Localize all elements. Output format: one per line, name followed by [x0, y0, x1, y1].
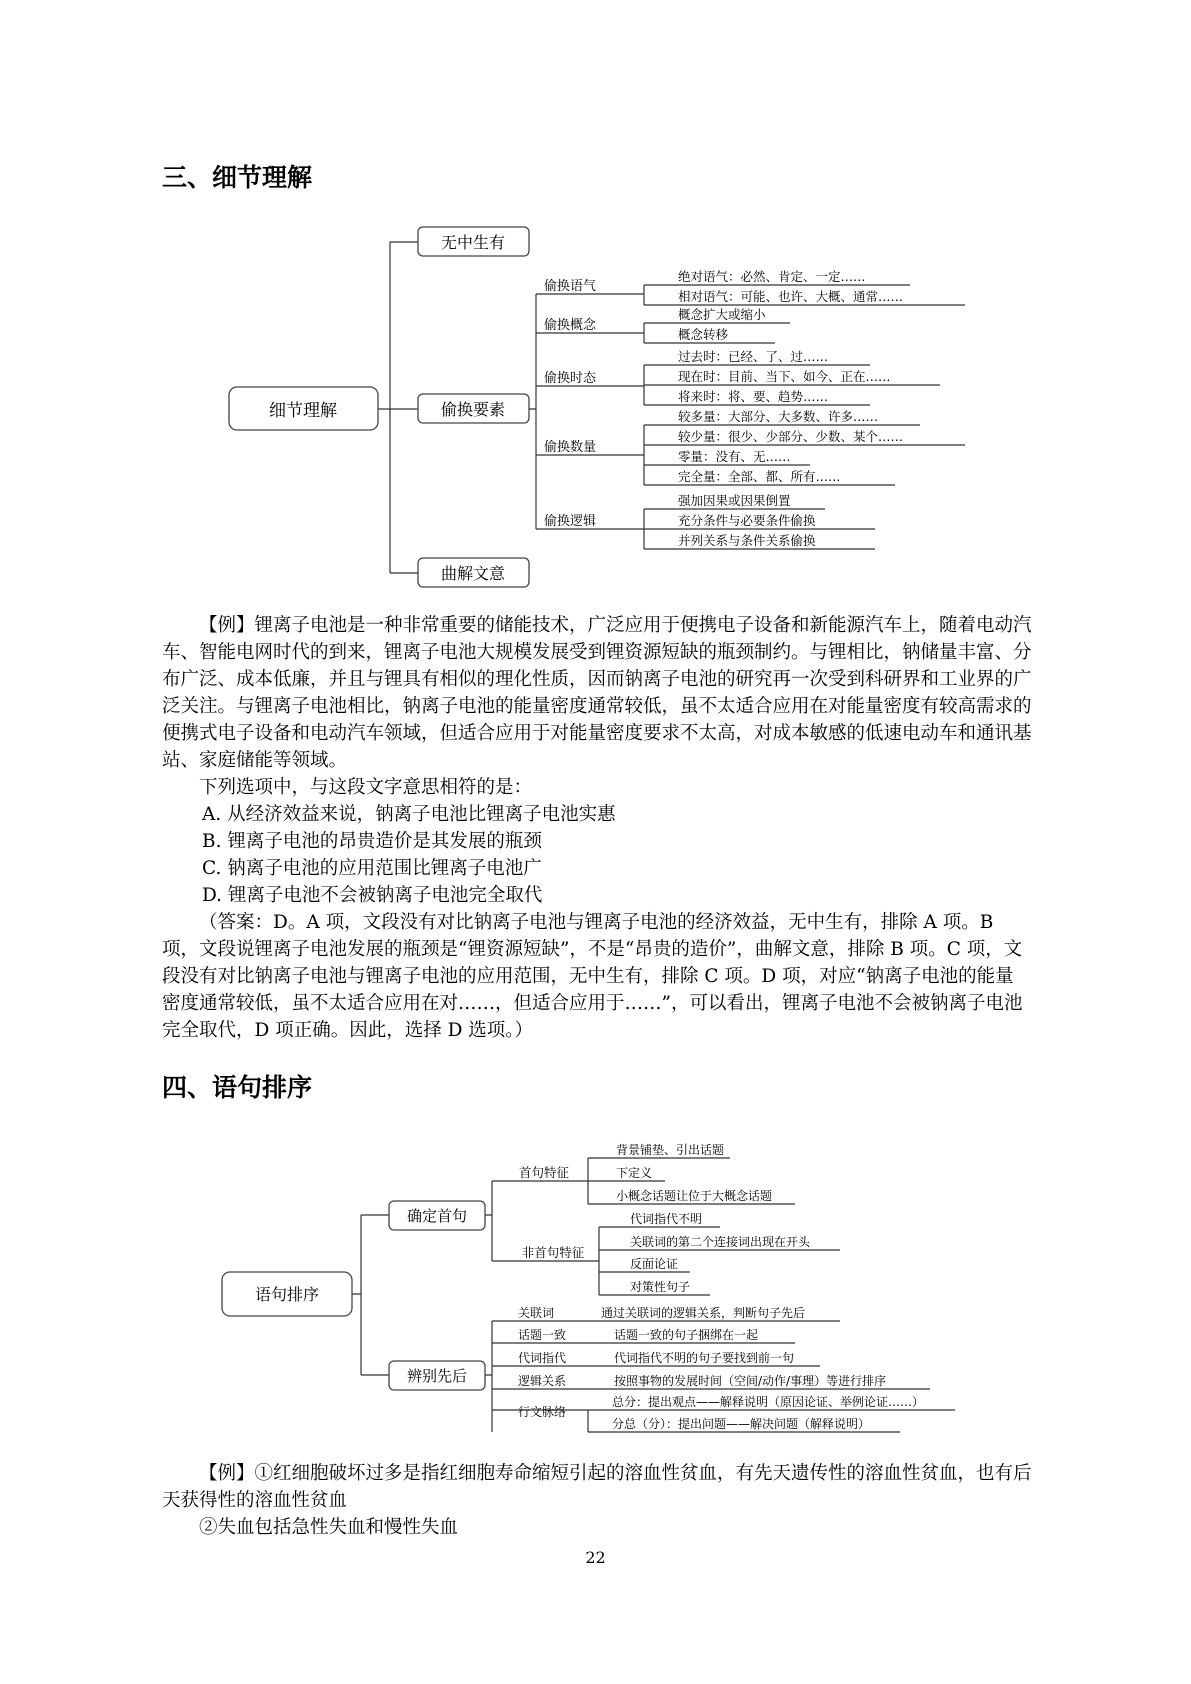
- mm1-leaf: 概念转移: [678, 327, 729, 342]
- mm1-leaf: 绝对语气：必然、肯定、一定……: [678, 269, 866, 284]
- mm2-row-text: 话题一致的句子捆绑在一起: [614, 1328, 759, 1342]
- mm1-leaf: 过去时：已经、了、过……: [678, 349, 829, 364]
- sentence-1: 【例】①红细胞破坏过多是指红细胞寿命缩短引起的溶血性贫血，有先天遗传性的溶血性贫血，也有后天获得性的溶血性贫血: [162, 1463, 1032, 1511]
- mm1-leaf: 较多量：大部分、大多数、许多……: [678, 409, 879, 424]
- option-d: D. 锂离子电池不会被钠离子电池完全取代: [202, 885, 543, 906]
- mm2-branch-2: 辨别先后: [406, 1367, 468, 1385]
- mm1-branch-1: 无中生有: [440, 233, 506, 252]
- sentence-2: ②失血包括急性失血和慢性失血: [199, 1517, 459, 1538]
- mm2-leaf: 分总（分）：提出问题——解决问题（解释说明）: [612, 1417, 871, 1431]
- mm1-leaf: 并列关系与条件关系偷换: [678, 533, 816, 548]
- mm2-row-label: 关联词: [518, 1306, 555, 1320]
- mm2-leaf: 关联词的第二个连接词出现在开头: [630, 1235, 811, 1249]
- mm1-leaf: 将来时：将、要、趋势……: [678, 389, 829, 404]
- mm2-first-label: 首句特征: [518, 1165, 570, 1180]
- mm1-leaf: 充分条件与必要条件偷换: [678, 513, 816, 528]
- mm2-row-text: 通过关联词的逻辑关系，判断句子先后: [601, 1306, 806, 1320]
- mm2-leaf: 代词指代不明: [630, 1212, 703, 1226]
- mm2-leaf: 下定义: [616, 1166, 653, 1180]
- example-1-passage: 【例】锂离子电池是一种非常重要的储能技术，广泛应用于便携电子设备和新能源汽车上，随着电动汽车、智能电网时代的到来，锂离子电池大规模发展受到锂资源短缺的瓶颈制约。与锂相比，钠储量丰富、分布广泛、成本低廉，并且与锂具有相似的理化性质，因而钠离子电池的研究再一次受到科研界和工业界的广泛关注。与锂离子电池相比，钠离子电池的能量密度通常较低，虽不太适合应用在对能量密度有较高需求的便携式电子设备和电动汽车领域，但适合应用于对能量密度要求不太高，对成本敏感的低速电动车和通讯基站、家庭储能等领域。: [162, 615, 1032, 771]
- mm1-leaf: 相对语气：可能、也许、大概、通常……: [678, 289, 904, 304]
- mm2-row-label: 代词指代: [518, 1351, 567, 1365]
- mm2-leaf: 对策性句子: [630, 1280, 691, 1294]
- option-b: B. 锂离子电池的昂贵造价是其发展的瓶颈: [202, 831, 542, 852]
- mm2-root: 语句排序: [254, 1285, 320, 1304]
- mm2-leaf: 反面论证: [630, 1257, 679, 1271]
- option-a: A. 从经济效益来说，钠离子电池比锂离子电池实惠: [202, 804, 616, 825]
- mm1-leaf: 强加因果或因果倒置: [678, 493, 791, 508]
- mm1-group-label: 偷换概念: [543, 318, 597, 333]
- mm2-flow-label: 行文脉络: [518, 1405, 567, 1419]
- mm1-branch-2: 偷换要素: [440, 400, 506, 419]
- example-1-answer: （答案：D。A 项，文段没有对比钠离子电池与锂离子电池的经济效益，无中生有，排除 A 项。B 项，文段说锂离子电池发展的瓶颈是“锂资源短缺”，不是“昂贵的造价”，曲解文意，排除 B 项。C 项，文段没有对比钠离子电池与锂离子电池的应用范围，无中生有，排除 C 项。D 项，对应“钠离子电池的能量密度通常较低，虽不太适合应用在对……，但适合应用于……”，可以看出，锂离子电池不会被钠离子电池完全取代，D 项正确。因此，选择 D 选项。）: [162, 912, 1023, 1041]
- example-1: [162, 612, 1032, 1044]
- ordering-mindmap: [0, 1120, 1191, 1440]
- mm1-group-label: 偷换数量: [543, 440, 597, 455]
- option-c: C. 钠离子电池的应用范围比锂离子电池广: [202, 858, 542, 879]
- mm2-row-label: 逻辑关系: [518, 1374, 567, 1388]
- mm2-row-label: 话题一致: [518, 1328, 567, 1342]
- mm2-leaf: 背景铺垫、引出话题: [616, 1143, 725, 1157]
- mm1-group-label: 偷换时态: [543, 371, 597, 386]
- detail-mindmap: [0, 0, 1191, 600]
- mm2-leaf: 总分：提出观点——解释说明（原因论证、举例论证……）: [612, 1395, 925, 1409]
- mm2-nonfirst-label: 非首句特征: [521, 1245, 585, 1260]
- mm1-leaf: 概念扩大或缩小: [678, 307, 766, 322]
- mm1-group-label: 偷换逻辑: [543, 514, 597, 529]
- mm1-leaf: 完全量：全部、都、所有……: [678, 469, 841, 484]
- section-4-title: 四、语句排序: [162, 1073, 313, 1102]
- mm1-leaf: 较少量：很少、少部分、少数、某个……: [678, 429, 904, 444]
- mm2-branch-1: 确定首句: [406, 1207, 468, 1225]
- mm1-branch-3: 曲解文意: [440, 564, 506, 583]
- mm2-leaf: 小概念话题让位于大概念话题: [616, 1189, 773, 1203]
- mm2-row-text: 按照事物的发展时间（空间/动作/事理）等进行排序: [614, 1374, 887, 1388]
- mm1-leaf: 零量：没有、无……: [678, 449, 791, 464]
- section-3-title: 三、细节理解: [162, 163, 313, 192]
- mm1-group-label: 偷换语气: [543, 279, 597, 294]
- mm2-row-text: 代词指代不明的句子要找到前一句: [614, 1351, 795, 1365]
- example-1-question: 下列选项中，与这段文字意思相符的是：: [199, 777, 533, 798]
- example-2: [162, 1460, 1032, 1541]
- mm1-root: 细节理解: [269, 401, 337, 421]
- page-number: 22: [585, 1548, 606, 1567]
- mm1-leaf: 现在时：目前、当下、如今、正在……: [678, 369, 891, 384]
